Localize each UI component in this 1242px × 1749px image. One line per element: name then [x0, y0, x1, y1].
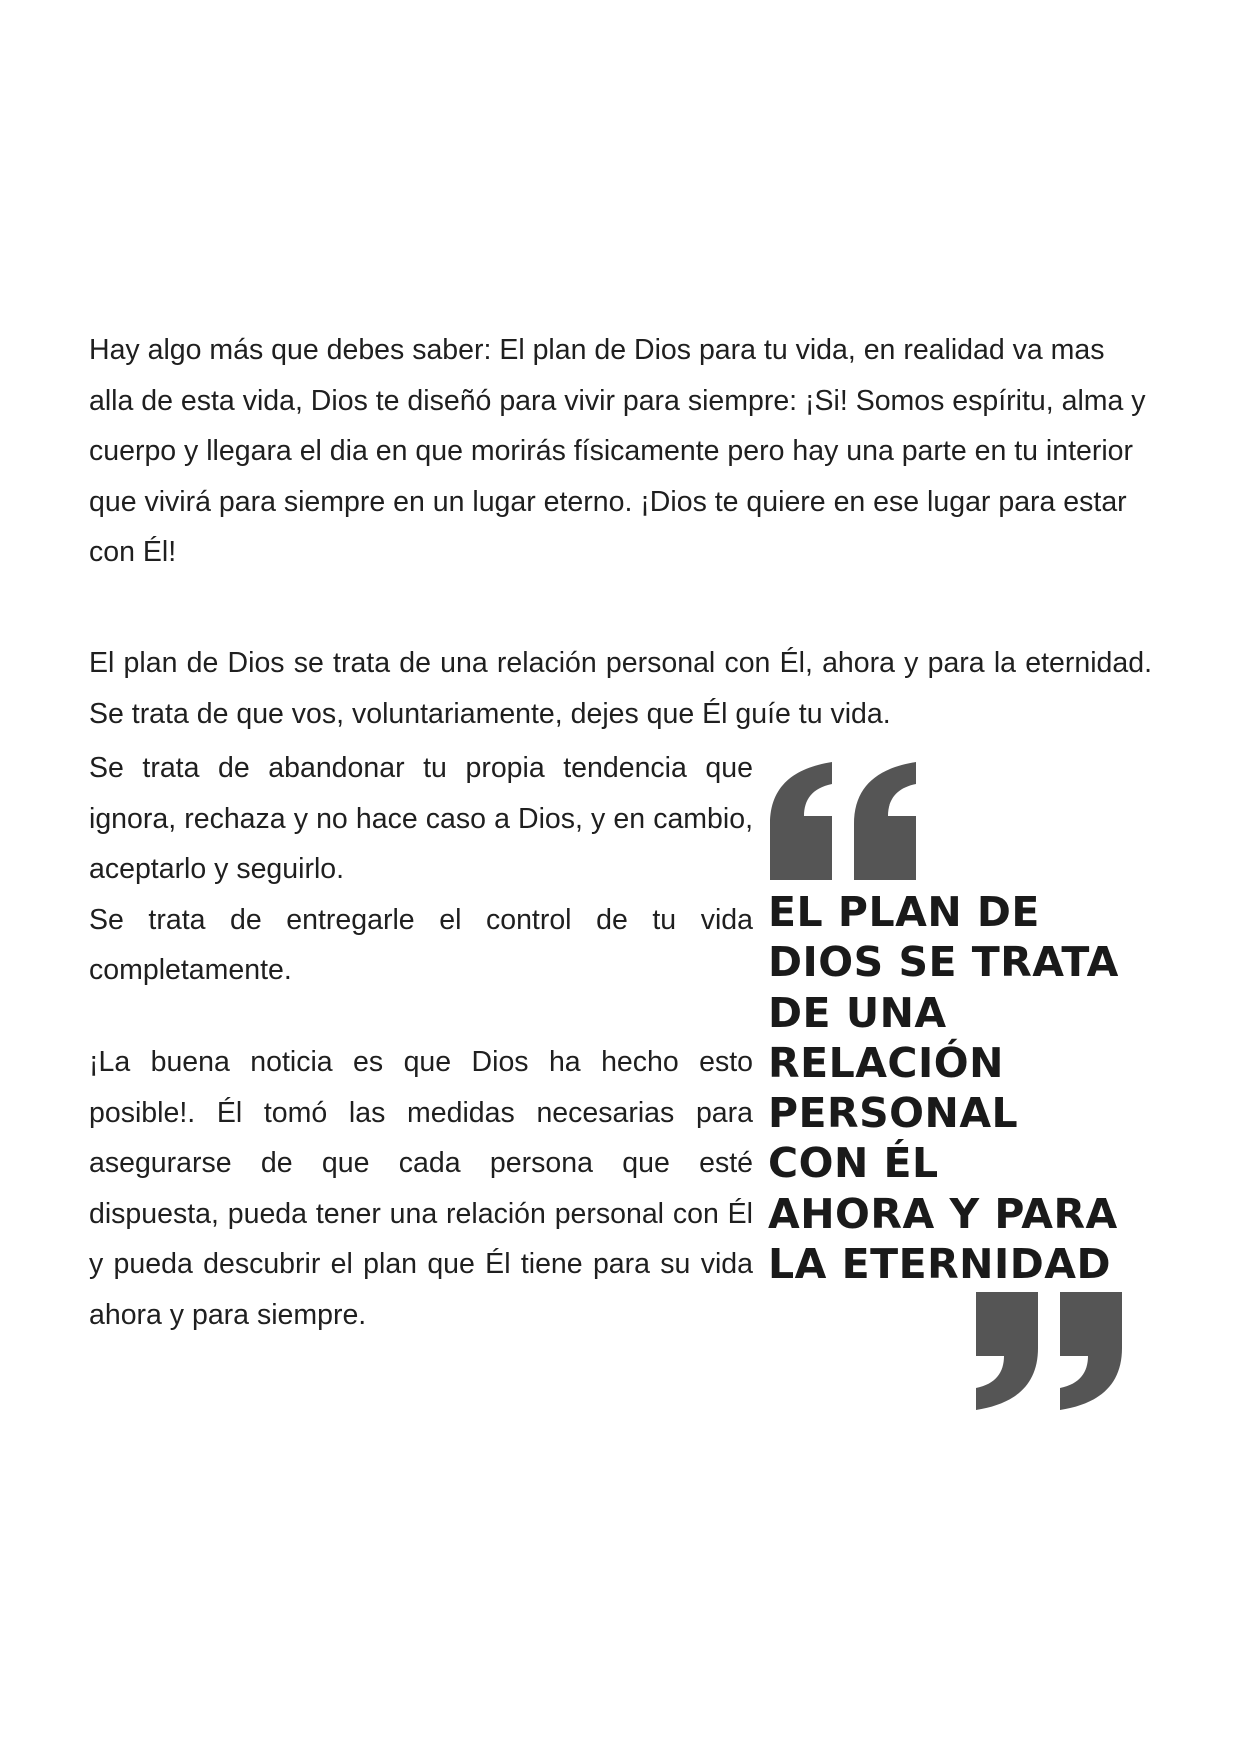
closing-quote-icon: [972, 1292, 1122, 1410]
paragraph-relationship: El plan de Dios se trata de una relación personal con Él, ahora y para la eternidad. Se trata de que vos, voluntariamente, dejes que Él guíe tu vida.: [89, 647, 1152, 730]
paragraph-afterlife: Hay algo más que debes saber: El plan de Dios para tu vida, en realidad va mas alla de esta vida, Dios te diseñó para vivir para siempre: ¡Si! Somos espíritu, alma y cuerpo y llegara el dia en que morirás físicamente pero hay una parte en tu interior que vivirá para siempre en un lugar eterno. ¡Dios te quiere en ese lugar para estar con Él!: [89, 334, 1146, 568]
paragraph-good-news: ¡La buena noticia es que Dios ha hecho esto posible!. Él tomó las medidas necesarias para asegurarse de que cada persona que esté dispuesta, pueda tener una relación personal con Él y pueda descubrir el plan que Él tiene para su vida ahora y para siempre.: [89, 1046, 753, 1331]
pull-quote: EL PLAN DE DIOS SE TRATA DE UNA RELACIÓN PERSONAL CON ÉL AHORA Y PARA LA ETERNIDAD: [768, 888, 1119, 1289]
opening-quote-icon: [770, 762, 920, 880]
paragraph-surrender: Se trata de abandonar tu propia tendencia que ignora, rechaza y no hace caso a Dios, y en cambio, aceptarlo y seguirlo. Se trata de entregarle el control de tu vida completamente.: [89, 752, 753, 986]
